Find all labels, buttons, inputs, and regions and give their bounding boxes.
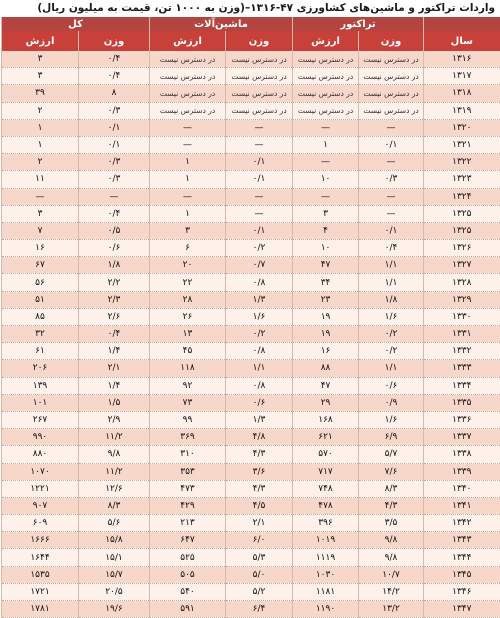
tractor-value-cell: ۷۱۷: [293, 463, 359, 480]
machinery-value-cell: ۱۳: [150, 326, 226, 343]
machinery-weight-cell: ۱/۶: [226, 308, 293, 325]
tractor-value-cell: —: [293, 188, 359, 205]
column-header-row: [2, 31, 500, 51]
tractor-weight-cell: ۱/۱: [359, 360, 424, 377]
machinery-value-cell: ۵۰۵: [150, 566, 226, 583]
tractor-weight-cell: ۴/۳: [359, 497, 424, 514]
total-weight-cell: ۰/۱: [79, 119, 150, 136]
tractor-value-cell: ۱۱۹۰: [293, 601, 359, 618]
year-cell: ۱۳۱۸: [424, 85, 500, 102]
table-row: [2, 463, 500, 480]
machinery-weight-cell: در دسترس نیست: [226, 51, 293, 68]
year-cell: ۱۳۳۱: [424, 326, 500, 343]
total-value-cell: ۱۶: [2, 240, 79, 257]
tractor-value-cell: در دسترس نیست: [293, 102, 359, 119]
table-row: [2, 326, 500, 343]
total-value-cell: ۶۷: [2, 257, 79, 274]
total-value-cell: —: [2, 188, 79, 205]
year-cell: ۱۳۴۴: [424, 549, 500, 566]
machinery-value-cell: ۶۴۷: [150, 532, 226, 549]
total-value-cell: ۶۱: [2, 343, 79, 360]
year-cell: ۱۳۳۷: [424, 429, 500, 446]
table-row: [2, 85, 500, 102]
table-row: [2, 343, 500, 360]
tractor-value-cell: در دسترس نیست: [293, 51, 359, 68]
total-value-cell: ۵۶: [2, 274, 79, 291]
total-value-cell: ۱۶۴۴: [2, 549, 79, 566]
tractor-weight-cell: ۰/۳: [359, 171, 424, 188]
total-group-header: کل: [2, 17, 150, 31]
tractor-value-cell: در دسترس نیست: [293, 68, 359, 85]
total-value-cell: ۱: [2, 119, 79, 136]
machinery-weight-cell: —: [226, 119, 293, 136]
machinery-weight-cell: در دسترس نیست: [226, 68, 293, 85]
total-value-cell: ۹۰۷: [2, 497, 79, 514]
machinery-value-cell: ۶: [150, 240, 226, 257]
total-weight-cell: ۱/۴: [79, 377, 150, 394]
machinery-weight-cell: در دسترس نیست: [226, 85, 293, 102]
tractor-value-cell: ۱۰: [293, 171, 359, 188]
machinery-value-cell: در دسترس نیست: [150, 51, 226, 68]
machinery-weight-cell: ۵/۳: [226, 549, 293, 566]
tractor-weight-cell: در دسترس نیست: [359, 51, 424, 68]
machinery-value-cell: ۲۲: [150, 274, 226, 291]
tractor-value-cell: ۸۸: [293, 360, 359, 377]
table-body: [2, 51, 500, 618]
total-weight-cell: ۱۹/۶: [79, 601, 150, 618]
machinery-value-cell: ۲۸: [150, 291, 226, 308]
machinery-weight-cell: ۰/۱: [226, 171, 293, 188]
total-value-cell: ۳: [2, 51, 79, 68]
machinery-value-cell: ۴۵: [150, 343, 226, 360]
machinery-weight-cell: ۱/۳: [226, 411, 293, 428]
machinery-weight-cell: ۶/۴: [226, 601, 293, 618]
machinery-value-cell: ۱: [150, 171, 226, 188]
table-row: [2, 154, 500, 171]
machinery-value-cell: —: [150, 119, 226, 136]
machinery-weight-cell: ۲/۱: [226, 515, 293, 532]
machinery-value-header: ارزش: [150, 31, 226, 51]
table-row: [2, 136, 500, 153]
total-weight-cell: ۹/۸: [79, 446, 150, 463]
total-value-cell: ۹۹۰: [2, 429, 79, 446]
machinery-weight-cell: ۰/۱: [226, 154, 293, 171]
total-value-cell: ۸۸۰: [2, 446, 79, 463]
total-value-cell: ۱۲۲۱: [2, 480, 79, 497]
table-row: [2, 257, 500, 274]
total-weight-cell: ۸: [79, 85, 150, 102]
total-value-cell: ۲: [2, 154, 79, 171]
machinery-weight-cell: ۶/۰: [226, 532, 293, 549]
tractor-weight-cell: —: [359, 154, 424, 171]
year-cell: ۱۳۴۲: [424, 515, 500, 532]
table-row: [2, 394, 500, 411]
tractor-value-cell: ۵۷۰: [293, 446, 359, 463]
table-row: [2, 480, 500, 497]
total-weight-cell: ۲/۳: [79, 291, 150, 308]
machinery-weight-cell: ۳/۶: [226, 463, 293, 480]
table-row: [2, 497, 500, 514]
tractor-value-cell: در دسترس نیست: [293, 85, 359, 102]
machinery-weight-cell: ۰/۶: [226, 394, 293, 411]
imports-table: [1, 17, 500, 618]
tractor-weight-cell: ۰/۱: [359, 136, 424, 153]
tractor-weight-cell: ۱/۸: [359, 291, 424, 308]
year-cell: ۱۳۳۲: [424, 343, 500, 360]
table-row: [2, 549, 500, 566]
table-row: [2, 360, 500, 377]
year-cell: ۱۳۳۵: [424, 394, 500, 411]
tractor-weight-cell: ۸/۳: [359, 480, 424, 497]
total-weight-cell: ۱۱/۲: [79, 463, 150, 480]
table-row: [2, 274, 500, 291]
total-value-cell: ۳۲: [2, 326, 79, 343]
table-row: [2, 68, 500, 85]
machinery-value-cell: ۳۶۹: [150, 429, 226, 446]
total-weight-cell: ۸/۳: [79, 497, 150, 514]
total-weight-cell: ۰/۴: [79, 205, 150, 222]
machinery-value-cell: ۹۲: [150, 377, 226, 394]
machinery-weight-cell: ۰/۸: [226, 377, 293, 394]
table-row: [2, 411, 500, 428]
year-cell: ۱۳۲۵: [424, 222, 500, 239]
tractor-weight-cell: ۵/۷: [359, 446, 424, 463]
total-weight-cell: ۲/۱: [79, 360, 150, 377]
tractor-value-cell: ۷۴۸: [293, 480, 359, 497]
tractor-value-cell: ۱: [293, 136, 359, 153]
tractor-value-cell: ۴۷: [293, 257, 359, 274]
group-header-row: [2, 17, 500, 31]
tractor-value-cell: ۴: [293, 222, 359, 239]
table-row: [2, 377, 500, 394]
tractor-weight-cell: —: [359, 188, 424, 205]
tractor-value-cell: —: [293, 119, 359, 136]
tractor-value-cell: ۱۹: [293, 326, 359, 343]
tractor-weight-cell: —: [359, 119, 424, 136]
total-weight-cell: ۰/۱: [79, 136, 150, 153]
tractor-value-cell: ۶۲۱: [293, 429, 359, 446]
tractor-value-header: ارزش: [293, 31, 359, 51]
total-weight-cell: ۱۵/۸: [79, 532, 150, 549]
total-weight-cell: ۱۱/۲: [79, 429, 150, 446]
year-cell: ۱۳۲۶: [424, 240, 500, 257]
machinery-weight-cell: ۴/۵: [226, 497, 293, 514]
machinery-value-cell: ۵۲۵: [150, 549, 226, 566]
tractor-weight-cell: ۱۰/۷: [359, 566, 424, 583]
year-cell: ۱۳۴۰: [424, 480, 500, 497]
total-weight-cell: ۰/۴: [79, 326, 150, 343]
total-weight-cell: —: [79, 188, 150, 205]
page-title: واردات تراکتور و ماشین‌های کشاورزی ۴۷-۱۳۱۶–(وزن به ۱۰۰۰ تن، قیمت به میلیون ریال): [37, 2, 495, 14]
tractor-value-cell: ۱۶۸: [293, 411, 359, 428]
tractor-weight-cell: ۱۴/۲: [359, 583, 424, 600]
year-cell: ۱۳۴۱: [424, 497, 500, 514]
total-value-cell: ۱۰۷۰: [2, 463, 79, 480]
total-weight-cell: ۱۵/۱: [79, 549, 150, 566]
tractor-value-cell: ۴۷: [293, 377, 359, 394]
table-row: [2, 566, 500, 583]
machinery-weight-cell: ۰/۸: [226, 274, 293, 291]
tractor-value-cell: ۳۴: [293, 274, 359, 291]
tractor-weight-cell: —: [359, 205, 424, 222]
machinery-value-cell: ۳۵۳: [150, 463, 226, 480]
year-cell: ۱۳۲۹: [424, 291, 500, 308]
tractor-weight-cell: ۹/۸: [359, 532, 424, 549]
table-row: [2, 601, 500, 618]
table-row: [2, 532, 500, 549]
total-weight-cell: ۰/۴: [79, 51, 150, 68]
tractor-value-cell: ۴۷۸: [293, 497, 359, 514]
machinery-value-cell: ۱۱۸: [150, 360, 226, 377]
tractor-weight-cell: ۱/۱: [359, 257, 424, 274]
total-value-cell: ۱۳۹: [2, 377, 79, 394]
table-row: [2, 240, 500, 257]
total-weight-cell: ۵/۶: [79, 515, 150, 532]
year-cell: ۱۳۳۶: [424, 411, 500, 428]
table-row: [2, 188, 500, 205]
tractor-value-cell: ۱۰۳۰: [293, 566, 359, 583]
tractor-weight-cell: ۱/۶: [359, 411, 424, 428]
tractor-value-cell: ۱۹: [293, 308, 359, 325]
table-row: [2, 102, 500, 119]
machinery-weight-cell: در دسترس نیست: [226, 102, 293, 119]
year-cell: ۱۳۱۹: [424, 102, 500, 119]
total-weight-cell: ۲۰/۵: [79, 583, 150, 600]
total-value-cell: ۶۰۹: [2, 515, 79, 532]
machinery-value-cell: ۹۹: [150, 411, 226, 428]
total-weight-cell: ۲/۲: [79, 274, 150, 291]
machinery-weight-cell: ۴/۸: [226, 429, 293, 446]
tractor-value-cell: ۱۱۸۱: [293, 583, 359, 600]
machinery-weight-cell: ۱/۳: [226, 291, 293, 308]
year-cell: ۱۳۲۲: [424, 154, 500, 171]
tractor-weight-cell: ۶/۹: [359, 429, 424, 446]
machinery-value-cell: در دسترس نیست: [150, 85, 226, 102]
total-weight-cell: ۰/۶: [79, 240, 150, 257]
total-value-cell: ۲: [2, 102, 79, 119]
machinery-value-cell: —: [150, 136, 226, 153]
machinery-value-cell: ۲۰: [150, 257, 226, 274]
machinery-weight-cell: ۴/۳: [226, 446, 293, 463]
machinery-value-cell: ۳۱۰: [150, 446, 226, 463]
year-column-header: سال: [424, 31, 500, 51]
total-value-cell: ۵۱: [2, 291, 79, 308]
year-cell: ۱۳۳۸: [424, 446, 500, 463]
year-cell: ۱۳۲۱: [424, 136, 500, 153]
machinery-weight-cell: ۵/۰: [226, 566, 293, 583]
total-weight-cell: ۱/۵: [79, 394, 150, 411]
machinery-value-cell: ۵۹۱: [150, 601, 226, 618]
total-weight-cell: ۰/۴: [79, 68, 150, 85]
machinery-weight-cell: ۱/۱: [226, 360, 293, 377]
table-row: [2, 171, 500, 188]
machinery-value-cell: در دسترس نیست: [150, 68, 226, 85]
year-cell: ۱۳۳۹: [424, 463, 500, 480]
tractor-weight-cell: ۰/۱: [359, 222, 424, 239]
total-weight-cell: ۲/۶: [79, 308, 150, 325]
tractor-weight-cell: ۳/۵: [359, 515, 424, 532]
year-cell: ۱۳۳۴: [424, 377, 500, 394]
total-value-cell: ۳: [2, 205, 79, 222]
total-weight-cell: ۰/۳: [79, 102, 150, 119]
tractor-value-cell: ۱۱۱۹: [293, 549, 359, 566]
total-value-cell: ۱۶۶۶: [2, 532, 79, 549]
total-value-cell: ۱۰۱: [2, 394, 79, 411]
tractor-weight-cell: ۹/۸: [359, 549, 424, 566]
total-value-cell: ۸۵: [2, 308, 79, 325]
machinery-value-cell: —: [150, 188, 226, 205]
tractor-value-cell: ۳: [293, 205, 359, 222]
machinery-value-cell: ۴۲۹: [150, 497, 226, 514]
tractor-weight-cell: ۰/۲: [359, 326, 424, 343]
total-weight-cell: ۰/۳: [79, 154, 150, 171]
total-value-cell: ۱۱: [2, 171, 79, 188]
total-value-cell: ۳: [2, 68, 79, 85]
year-cell: ۱۳۴۵: [424, 566, 500, 583]
year-cell: ۱۳۳۳: [424, 360, 500, 377]
machinery-weight-cell: ۰/۱: [226, 222, 293, 239]
machinery-value-cell: ۱: [150, 205, 226, 222]
table-row: [2, 119, 500, 136]
tractor-value-cell: ۳۹۶: [293, 515, 359, 532]
total-weight-cell: ۰/۵: [79, 222, 150, 239]
tractor-weight-cell: در دسترس نیست: [359, 68, 424, 85]
year-cell: ۱۳۳۰: [424, 308, 500, 325]
machinery-weight-cell: —: [226, 136, 293, 153]
total-value-cell: ۲۶۷: [2, 411, 79, 428]
tractor-value-cell: ۱۶: [293, 343, 359, 360]
machinery-weight-cell: ۵/۲: [226, 583, 293, 600]
tractor-weight-cell: در دسترس نیست: [359, 85, 424, 102]
tractor-value-cell: ۱۰۱۹: [293, 532, 359, 549]
table-row: [2, 291, 500, 308]
table-row: [2, 429, 500, 446]
machinery-weight-cell: —: [226, 205, 293, 222]
year-cell: ۱۳۲۷: [424, 257, 500, 274]
year-cell: ۱۳۲۳: [424, 171, 500, 188]
machinery-value-cell: ۵۴۰: [150, 583, 226, 600]
machinery-weight-cell: —: [226, 188, 293, 205]
year-cell: ۱۳۲۸: [424, 274, 500, 291]
tractor-weight-cell: ۱۳/۲: [359, 601, 424, 618]
total-value-cell: ۱۷۸۱: [2, 601, 79, 618]
tractor-weight-cell: ۱/۶: [359, 308, 424, 325]
table-row: [2, 583, 500, 600]
machinery-weight-header: وزن: [226, 31, 293, 51]
tractor-group-header: تراکتور: [293, 17, 424, 31]
tractor-weight-header: وزن: [359, 31, 424, 51]
total-weight-cell: ۱/۸: [79, 257, 150, 274]
machinery-weight-cell: ۰/۲: [226, 326, 293, 343]
tractor-weight-cell: ۰/۹: [359, 394, 424, 411]
machinery-value-cell: ۷۳: [150, 394, 226, 411]
year-cell: ۱۳۱۶: [424, 51, 500, 68]
machinery-weight-cell: ۰/۲: [226, 240, 293, 257]
machinery-group-header: ماشین‌آلات: [150, 17, 293, 31]
table-row: [2, 205, 500, 222]
table-row: [2, 515, 500, 532]
year-group-header: [424, 17, 500, 31]
machinery-weight-cell: ۰/۷: [226, 257, 293, 274]
machinery-value-cell: ۴۷۳: [150, 480, 226, 497]
machinery-weight-cell: ۰/۸: [226, 343, 293, 360]
total-weight-cell: ۲/۹: [79, 411, 150, 428]
tractor-weight-cell: ۰/۴: [359, 240, 424, 257]
machinery-value-cell: ۳: [150, 222, 226, 239]
total-value-cell: ۷: [2, 222, 79, 239]
total-weight-cell: ۱۲/۶: [79, 480, 150, 497]
year-cell: ۱۳۲۵: [424, 205, 500, 222]
total-weight-cell: ۱/۴: [79, 343, 150, 360]
tractor-value-cell: ۲۹: [293, 394, 359, 411]
total-weight-header: وزن: [79, 31, 150, 51]
machinery-value-cell: ۲۱۳: [150, 515, 226, 532]
year-cell: ۱۳۲۴: [424, 188, 500, 205]
tractor-weight-cell: در دسترس نیست: [359, 102, 424, 119]
total-value-cell: ۱۷۲۱: [2, 583, 79, 600]
year-cell: ۱۳۴۷: [424, 601, 500, 618]
year-cell: ۱۳۲۰: [424, 119, 500, 136]
tractor-weight-cell: ۰/۲: [359, 343, 424, 360]
total-value-cell: ۱: [2, 136, 79, 153]
tractor-value-cell: ۱۰: [293, 240, 359, 257]
machinery-value-cell: در دسترس نیست: [150, 102, 226, 119]
table-row: [2, 222, 500, 239]
table-row: [2, 446, 500, 463]
machinery-weight-cell: ۴/۳: [226, 480, 293, 497]
tractor-weight-cell: ۰/۶: [359, 377, 424, 394]
machinery-value-cell: ۱: [150, 154, 226, 171]
tractor-weight-cell: ۷/۶: [359, 463, 424, 480]
tractor-value-cell: —: [293, 154, 359, 171]
total-value-cell: ۱۵۳۵: [2, 566, 79, 583]
total-value-header: ارزش: [2, 31, 79, 51]
year-cell: ۱۳۱۷: [424, 68, 500, 85]
tractor-weight-cell: ۱/۱: [359, 274, 424, 291]
table-row: [2, 308, 500, 325]
total-value-cell: ۳۹: [2, 85, 79, 102]
table-row: [2, 51, 500, 68]
total-value-cell: ۲۰۶: [2, 360, 79, 377]
tractor-value-cell: ۲۳: [293, 291, 359, 308]
machinery-value-cell: ۲۶: [150, 308, 226, 325]
total-weight-cell: ۰/۳: [79, 171, 150, 188]
year-cell: ۱۳۴۶: [424, 583, 500, 600]
total-weight-cell: ۱۵/۷: [79, 566, 150, 583]
year-cell: ۱۳۴۳: [424, 532, 500, 549]
